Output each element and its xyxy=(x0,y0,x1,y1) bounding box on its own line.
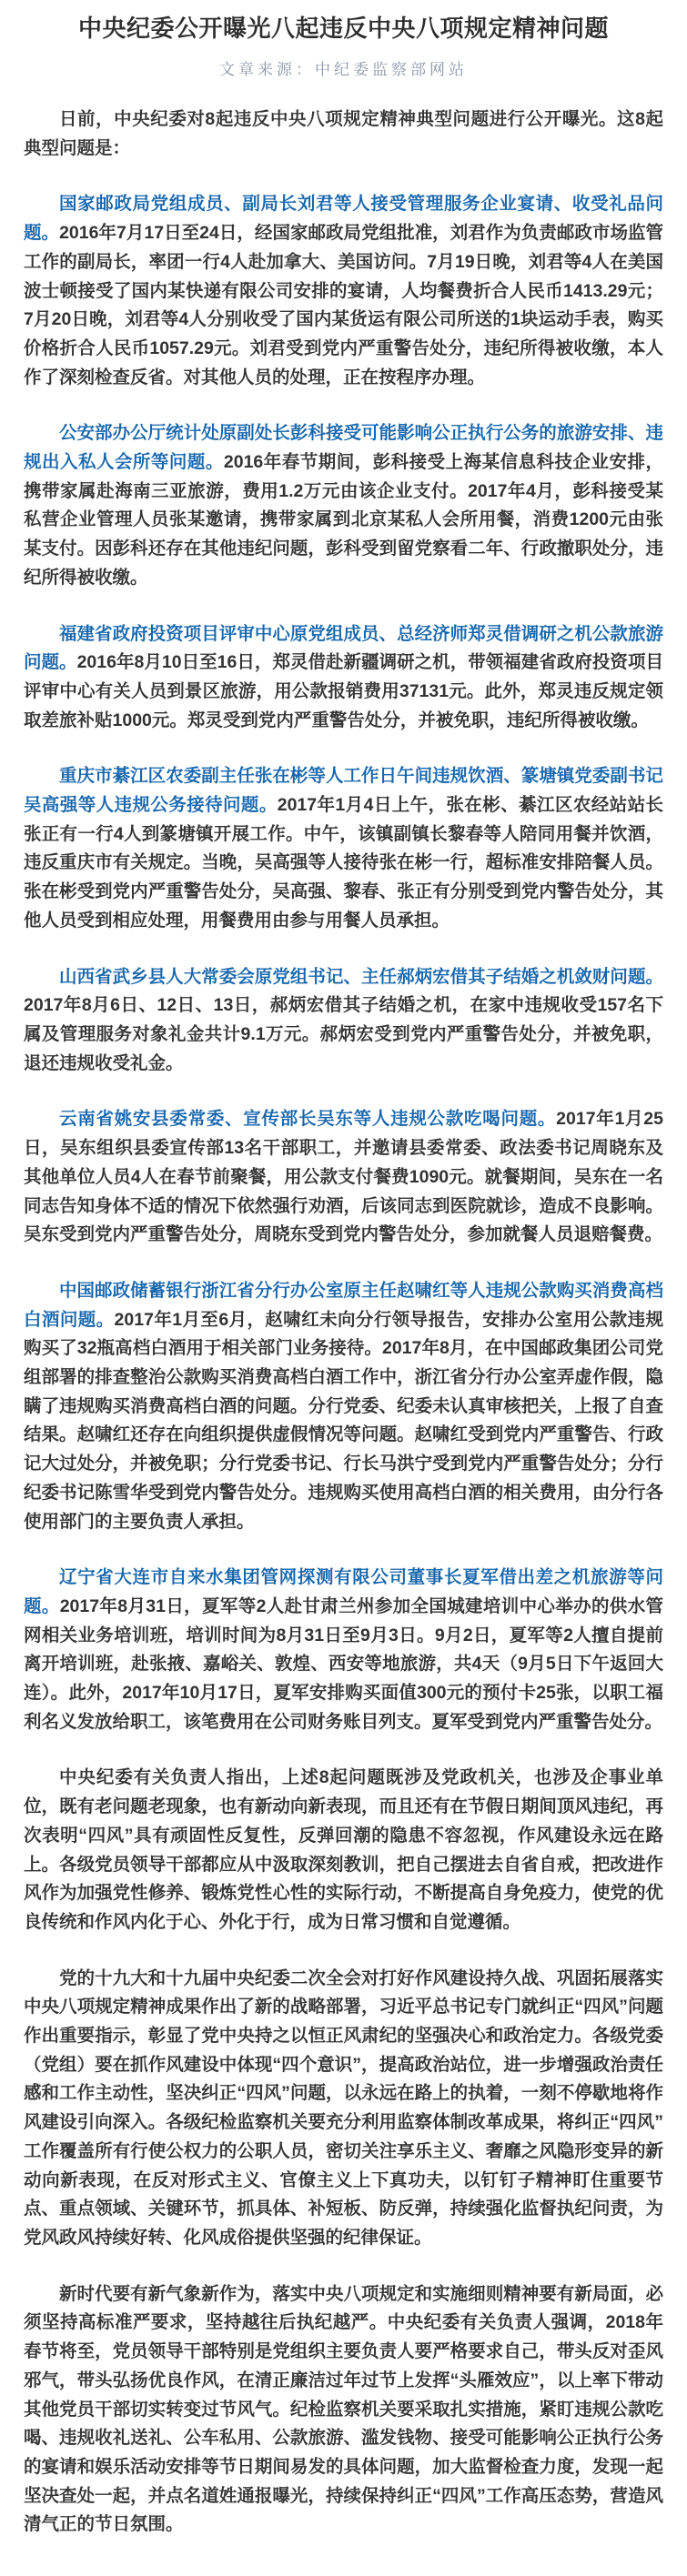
case-heading-8: 辽宁省大连市自来水集团管网探测有限公司董事长夏军借出差之机旅游等问题。 xyxy=(24,1567,663,1616)
case-paragraph-6 xyxy=(24,1105,663,1250)
case-heading-5: 山西省武乡县人大常委会原党组书记、主任郝炳宏借其子结婚之机敛财问题。 xyxy=(59,966,663,987)
case-heading-3: 福建省政府投资项目评审中心原党组成员、总经济师郑灵借调研之机公款旅游问题。 xyxy=(24,623,663,673)
closing-paragraph-1: 中央纪委有关负责人指出，上述8起问题既涉及党政机关，也涉及企事业单位，既有老问题老现象，也有新动向新表现，而且还有在节假日期间顶风违纪，再次表明“四风”具有顽固性反复性，反弹回潮的隐患不容忽视，作风建设永远在路上。各级党员领导干部都应从中汲取深刻教训，把自己摆进去自省自戒，把改进作风作为加强党性修养、锻炼党性心性的实际行动，不断提高自身免疫力，使党的优良传统和作风内化于心、外化于行，成为日常习惯和自觉遵循。 xyxy=(24,1767,663,1932)
article-source: 文章来源：中纪委监察部网站 xyxy=(219,61,468,78)
closing-paragraph-3: 新时代要有新气象新作为，落实中央八项规定和实施细则精神要有新局面，必须坚持高标准严要求，坚持越往后执纪越严。中央纪委有关负责人强调，2018年春节将至，党员领导干部特别是党组织主要负责人要严格要求自己，带头反对歪风邪气，带头弘扬优良作风，在清正廉洁过年过节上发挥“头雁效应”，以上率下带动其他党员干部切实转变过节风气。纪检监察机关要采取扎实措施，紧盯违规公款吃喝、违规收礼送礼、公车私用、公款旅游、滥发钱物、接受可能影响公正执行公务的宴请和娱乐活动安排等节日期间易发的具体问题，加大监督检查力度，发现一起坚决查处一起，并点名道姓通报曝光，持续保持纠正“四风”工作高压态势，营造风清气正的节日氛围。 xyxy=(24,2283,663,2535)
article-page xyxy=(0,13,687,2576)
case-body-5: 2017年8月6日、12日、13日，郝炳宏借其子结婚之机，在家中违规收受157名下属及管理服务对象礼金共计9.1万元。郝炳宏受到党内严重警告处分，并被免职，退还违规收受礼金。 xyxy=(24,995,663,1073)
case-body-7: 2017年1月至6月，赵啸红未向分行领导报告，安排办公室用公款违规购买了32瓶高档白酒用于相关部门业务接待。2017年8月，在中国邮政集团公司党组部署的排查整治公款购买消费高档白酒工作中，浙江省分行办公室弄虚作假，隐瞒了违规购买消费高档白酒的问题。分行党委、纪委未认真审核把关，上报了自查结果。赵啸红还存在向组织提供虚假情况等问题。赵啸红受到党内严重警告、行政记大过处分，并被免职；分行党委书记、行长马洪宁受到党内严重警告处分；分行纪委书记陈雪华受到党内警告处分。违规购买使用高档白酒的相关费用，由分行各使用部门的主要负责人承担。 xyxy=(24,1309,663,1532)
case-heading-4: 重庆市綦江区农委副主任张在彬等人工作日午间违规饮酒、篆塘镇党委副书记吴高强等人违规公务接待问题。 xyxy=(24,766,663,816)
case-heading-6: 云南省姚安县委常委、宣传部长吴东等人违规公款吃喝问题。 xyxy=(59,1109,557,1130)
article-content xyxy=(0,81,687,2576)
case-body-1: 2016年7月17日至24日，经国家邮政局党组批准，刘君作为负责邮政市场监管工作的副局长，率团一行4人赴加拿大、美国访问。7月19日晚，刘君等4人在美国波士顿接受了国内某快递有限公司安排的宴请，人均餐费折合人民币1413.29元；7月20日晚，刘君等4人分别收受了国内某货运有限公司所送的1块运动手表，购买价格折合人民币1057.29元。刘君受到党内严重警告处分，违纪所得被收缴，本人作了深刻检查反省。对其他人员的处理，正在按程序办理。 xyxy=(24,223,663,387)
case-paragraph-2 xyxy=(24,419,663,592)
case-paragraph-4 xyxy=(24,762,663,935)
case-body-8: 2017年8月31日，夏军等2人赴甘肃兰州参加全国城建培训中心举办的供水管网相关业务培训班，培训时间为8月31日至9月3日。9月2日，夏军等2人擅自提前离开培训班，赴张掖、嘉峪关、敦煌、西安等地旅游，共4天（9月5日下午返回大连）。此外，2017年10月17日，夏军安排购买面值300元的预付卡25张，以职工福利名义发放给职工，该笔费用在公司财务账目列支。夏军受到党内严重警告处分。 xyxy=(24,1595,663,1732)
case-body-2: 2016年春节期间，彭科接受上海某信息科技企业安排，携带家属赴海南三亚旅游，费用1.2万元由该企业支付。2017年4月，彭科接受某私营企业管理人员张某邀请，携带家属到北京某私人会所用餐，消费1200元由张某支付。因彭科还存在其他违纪问题，彭科受到留党察看二年、行政撤职处分，违纪所得被收缴。 xyxy=(24,452,663,588)
case-paragraph-3 xyxy=(24,620,663,736)
page-title: 中央纪委公开曝光八起违反中央八项规定精神问题 xyxy=(77,15,609,42)
case-heading-2: 公安部办公厅统计处原副处长彭科接受可能影响公正执行公务的旅游安排、违规出入私人会所等问题。 xyxy=(24,423,663,473)
closing-paragraph-2: 党的十九大和十九届中央纪委二次全会对打好作风建设持久战、巩固拓展落实中央八项规定精神成果作出了新的战略部署，习近平总书记专门就纠正“四风”问题作出重要指示，彰显了党中央持之以恒正风肃纪的坚强决心和政治定力。各级党委（党组）要在抓作风建设中体现“四个意识”，提高政治站位，进一步增强政治责任感和工作主动性，坚决纠正“四风”问题，以永远在路上的执着，一刻不停歇地将作风建设引向深入。各级纪检监察机关要充分利用监察体制改革成果，将纠正“四风”工作覆盖所有行使公权力的公职人员，密切关注享乐主义、奢靡之风隐形变异的新动向新表现，在反对形式主义、官僚主义上下真功夫，以钉钉子精神盯住重要节点、重点领域、关键环节，抓具体、补短板、防反弹，持续强化监督执纪问责，为党风政风持续好转、化风成俗提供坚强的纪律保证。 xyxy=(24,1967,663,2248)
case-body-4: 2017年1月4日上午，张在彬、綦江区农经站站长张正有一行4人到篆塘镇开展工作。中午，该镇副镇长黎春等人陪同用餐并饮酒，违反重庆市有关规定。当晚，吴高强等人接待张在彬一行，超标准安排陪餐人员。张在彬受到党内严重警告处分，吴高强、黎春、张正有分别受到党内警告处分，其他人员受到相应处理，用餐费用由参与用餐人员承担。 xyxy=(24,795,663,931)
case-paragraph-7 xyxy=(24,1277,663,1536)
case-body-6: 2017年1月25日，吴东组织县委宣传部13名干部职工，并邀请县委常委、政法委书记周晓东及其他单位人员4人在春节前聚餐，用公款支付餐费1090元。就餐期间，吴东在一名同志告知身体不适的情况下依然强行劝酒，后该同志到医院就诊，造成不良影响。吴东受到党内严重警告处分，周晓东受到党内警告处分，参加就餐人员退赔餐费。 xyxy=(24,1109,663,1245)
case-body-3: 2016年8月10日至16日，郑灵借赴新疆调研之机，带领福建省政府投资项目评审中心有关人员到景区旅游，用公款报销费用37131元。此外，郑灵违反规定领取差旅补贴1000元。郑灵受到党内严重警告处分，并被免职，违纪所得被收缴。 xyxy=(24,652,663,730)
case-paragraph-8 xyxy=(24,1564,663,1736)
case-heading-1: 国家邮政局党组成员、副局长刘君等人接受管理服务企业宴请、收受礼品问题。 xyxy=(24,194,663,244)
case-heading-7: 中国邮政储蓄银行浙江省分行办公室原主任赵啸红等人违规公款购买消费高档白酒问题。 xyxy=(24,1280,663,1330)
case-paragraph-5 xyxy=(24,963,663,1079)
case-paragraph-1 xyxy=(24,190,663,392)
intro-paragraph: 日前，中央纪委对8起违反中央八项规定精神典型问题进行公开曝光。这8起典型问题是： xyxy=(24,109,663,158)
